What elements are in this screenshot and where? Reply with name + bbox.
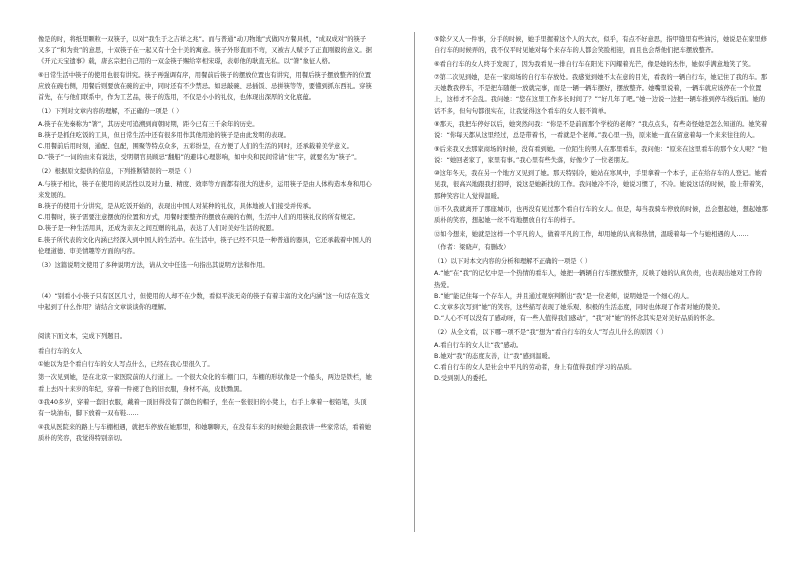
paragraph: ⑪不久我就离开了那座城市，也再没有见过那个看自行车的女人。但是，每当我骑车停放的时候，总会想起她，想起她那质朴的笑容，想起她一丝不苟地摆放自行车的样子。	[434, 205, 768, 225]
answer-space	[38, 315, 372, 331]
paragraph: （作者：梁晓声，有删改）	[434, 243, 510, 251]
question-stem: （1）下列对文章内容的理解，不正确的一项是（ ）	[38, 108, 183, 116]
answer-option: B.筷子的使用十分讲究，是从吃饭开始的，表现出中国人对某种的礼仪，具体地被人们接受并传承。	[38, 203, 316, 211]
question-stem: （4）“别看小小筷子只有区区几寸，但使用的人却不在少数，看似平淡无奇的筷子有着丰富的文化内涵”这一句话在选文中起到了什么作用？请结合文章谈谈你的理解。	[38, 293, 370, 312]
paragraph: ①她以为是个看自行车的女人写点什么，已经在我心里很久了。	[38, 361, 214, 369]
paragraph: 阅读下面文本，完成下列题目。	[38, 332, 127, 340]
passage-title: 看自行车的女人	[38, 347, 83, 355]
answer-option: C.看自行车的女人是社会中平凡的劳动者，身上有值得我们学习的品质。	[434, 363, 636, 371]
answer-option: C.文章多次写到“她”的笑容，这些描写表现了她乐观、积极的生活态度，同时也体现了作者对她的赞美。	[434, 303, 724, 311]
answer-option: B.“她”能记住每一个存车人，并且通过观察判断出“我”是一位老师，说明她是一个细心的人。	[434, 292, 693, 300]
paragraph: ⑫如今想来，她就是这样一个平凡的人，做着平凡的工作，却用她的认真和热情，温暖着每一个与她相遇的人……	[434, 230, 749, 238]
answer-option: B.筷子是抓住吃饭的工具，但日常生活中还有很多用作其他用途的筷子是由此发明的表现。	[38, 131, 290, 139]
paragraph: ⑩这年冬天，我在另一个地方又见到了她。那天特别冷，她站在寒风中，手里拿着一个本子，正在给存车的人登记。她看见我，很高兴地跟我打招呼，说这是她新找的工作。我问她冷不冷，她说习惯了，不冷。她说这话的时候，脸上带着笑，那种笑容让人觉得温暖。	[434, 170, 768, 200]
question-stem: （2）根据原文提供的信息，下列推断错误的一项是（ ）	[38, 168, 196, 176]
question-stem: （1）以下对本文内容的分析和理解不正确的一项是（ ）	[434, 258, 592, 266]
paragraph: ⑥看自行车的女人终于发现了，因为我看见一排自行车在阳光下闪耀着光芒，像是她的杰作，她似乎满意地笑了笑。	[434, 60, 755, 68]
answer-option: D.“人心不可以没有了感动呀，有一些人值得我们感动”，“我”对“她”的怀念其实是对美好品质的怀念。	[434, 315, 719, 323]
paragraph: ⑤除夕又人一件事，分手的时候，她手里握着这个人的大衣，似乎，有点不好意思，指甲缝里有些油污，她说是在家里修自行车的时候弄的，我不仅平时见她对每个来存车的人都会笑脸相迎，而且也会帮他们把车摆放整齐。	[434, 36, 768, 55]
question-stem: （3）这篇说明文使用了多种说明方法，请从文中任选一句指出其说明方法和作用。	[38, 262, 269, 270]
column-divider	[414, 32, 415, 532]
paragraph: ⑦第二次见到她，是在一家商场的自行车存放处。我感觉到她不太在意的目光，看我的一辆自行车，她记住了我的车。那天她教我停车，不是把车随便一放就完事，而是一辆一辆车摆好，摆放整齐。她嘴里说着，一辆车就应该停在一个位置上，这样才不会乱。我问她：“您在这里工作多长时间了？”“好几年了吧。”她一边说一边把一辆车推到停车线后面。她的话不多，但句句都很实在，让我觉得这个看车的女人很不简单。	[434, 73, 768, 115]
answer-option: B.她对“我”的态度友善，让“我”感到温暖。	[434, 352, 555, 360]
answer-option: A.“她”在“我”的记忆中是一个热情的看车人，她把一辆辆自行车摆放整齐，反映了她的认真负责，也表现出她对工作的热爱。	[434, 270, 762, 289]
answer-option: D.筷子是一种生活用具，还成为亲友之间互赠的礼品，表达了人们对美好生活的祝愿。	[38, 225, 278, 233]
paragraph: ⑥日常生活中筷子的使用也很有讲究。筷子再强调有序，用餐前后筷子的摆放位置也有讲究，用餐后筷子摆放整齐的位置应放在碗右侧，用餐后则要放在碗的正中，同时还有不少禁忌。如忌敲碗、忌插饭、忌拼筷等等，要懂到抓东西礼。穿筷首先，在与他们联系中，作为工艺品，筷子的选用，不仅是小小的礼仪，也体现出深厚的文化底蕴。	[38, 71, 372, 102]
paragraph: ⑧那天，我把车停好以后，她突然问我：“你是不是前面那个学校的老师？”我点点头，有些奇怪她是怎么知道的。她笑着说：“你每天都从这里经过，总是带着书，一看就是个老师。”我心里一热，原来她一直在留意着每一个来来往往的人。	[434, 120, 768, 140]
answer-option: A.筷子在先秦称为“箸”，其历史可追溯到商朝时期，距今已有三千余年的历史。	[38, 120, 259, 128]
left-column	[38, 34, 372, 534]
right-column	[434, 34, 768, 534]
answer-option: E.筷子所代表的文化内涵已经深入到中国人的生活中。在生活中，筷子已经不只是一种普通的器具，它还承载着中国人的伦理道德、审美情趣等方面的内容。	[38, 236, 372, 255]
answer-option: A.看自行车的女人让“我”感动。	[434, 341, 523, 349]
answer-option: A.与筷子相比，筷子在使用的灵活性以及对力量、精度、效率等方面都有很大的进步，运用筷子是由人体构造本身和用心来发展的。	[38, 180, 372, 199]
answer-option: C.用餐前后用时刻，通配、包配，围聚等特点众多，五彩纷呈，在方便了人们的生活的同时，还承载着美学意义。	[38, 143, 353, 151]
answer-space	[38, 272, 372, 288]
answer-option: D.受到别人的委托。	[434, 375, 492, 383]
paragraph: 像是的时，将纸里颗粒一双筷子，以对“我生于之吉祥之兆”。而与普通“动刀物地”式做四方餐具机，“成双成对”的筷子又多了“和为贵”的意思，十双筷子在一起又有十全十美的寓意。筷子外形直而不弯，又被古人赋予了正直刚毅的意义。据《开元天宝遗事》载，唐玄宗把自己用的一双金筷子赐给宰相宋璟，表彰他的耿直无私。以“箸”象征人格。	[38, 36, 372, 66]
paragraph: ④我从医院来的路上与车棚相遇，就把车停放在她那里，和她聊聊天，在没有车来的时候她会跟我讲一些家常话，看着她质朴的笑容，我觉得特别亲切。	[38, 423, 372, 442]
paragraph: ③我40多岁，穿着一套旧衣服，戴着一顶旧得没有了颜色的帽子，坐在一张很旧的小凳上，右手上拿着一根铅笔，头顶有一块油布，脚下放着一双布鞋……	[38, 399, 367, 418]
question-stem: （2）从全文看，以下哪一项不是“我”想为“看自行车的女人”写点儿什么的原因（ ）	[434, 329, 668, 337]
answer-option: C.用餐时，筷子需要注意摆放的位置和方式，用餐时要整齐的摆放在碗的右侧，生活中人们的用筷礼仪的所有规定。	[38, 214, 360, 222]
answer-option: D.“筷子”一词的由来有说法，受明朝官员顾忌“翻船”的避讳心理影响，如中央和民间常请“住”字，就要名为“筷子”。	[38, 154, 361, 162]
paragraph: ⑨后来我又去那家商场的时候，没有看到她。一位陌生的男人在那里看车，我问他：“原来在这里看车的那个女人呢？”他说：“她回老家了，家里有事。”我心里有些失落，好像少了一位老朋友。	[434, 145, 768, 164]
paragraph: 第一次见到她，是在北京一家医院前的人行道上。一个很大众化的车棚门口，车棚的形状像是一个船头，两边是铁栏，她看上去四十来岁的年纪，穿着一件褪了色的旧衣服，身材不高，皮肤黝黑。	[38, 374, 372, 393]
